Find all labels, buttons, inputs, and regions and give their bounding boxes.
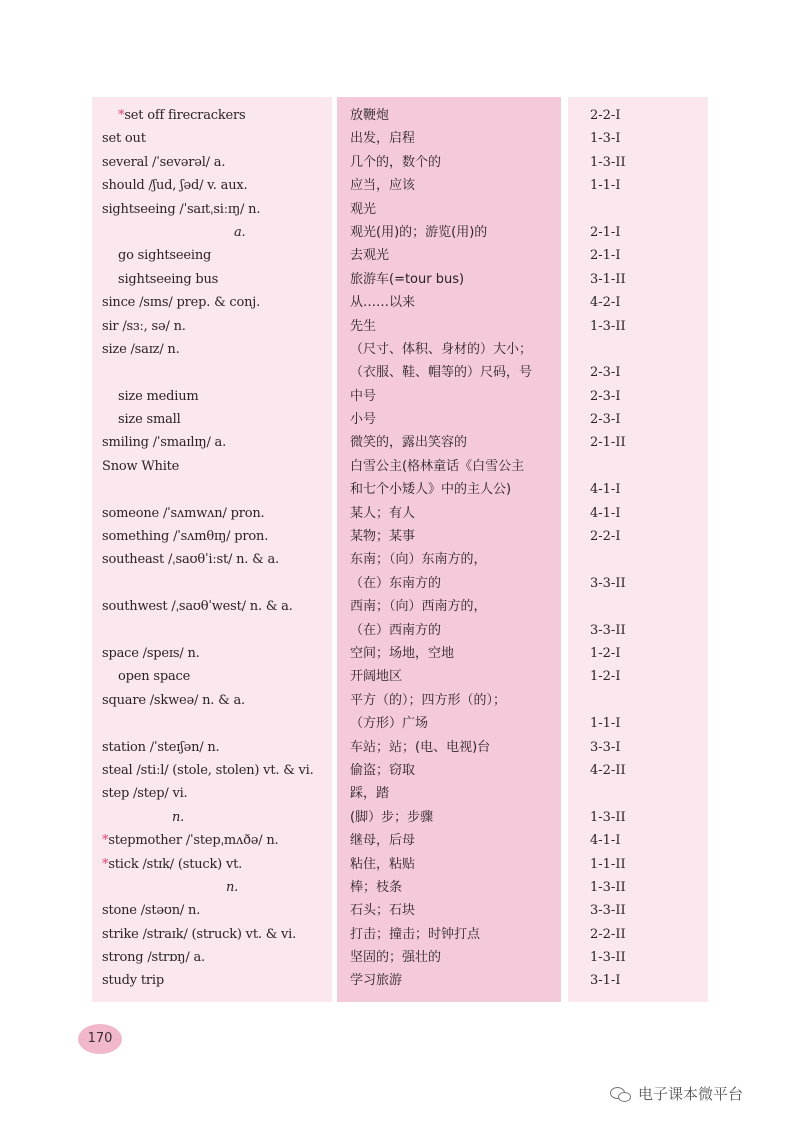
entry-word: stone /stəʊn/ n. xyxy=(102,903,201,919)
entry-meaning: 观光(用)的；游览(用)的 xyxy=(350,224,488,240)
entry-meaning: 空间；场地，空地 xyxy=(350,645,455,661)
entry-unit: 2-2-II xyxy=(590,926,626,942)
vocab-row xyxy=(0,315,800,338)
entry-meaning: 先生 xyxy=(350,318,377,334)
entry-meaning: 去观光 xyxy=(350,248,390,264)
entry-word: something /ˈsʌmθɪŋ/ pron. xyxy=(102,529,269,545)
vocab-row xyxy=(0,127,800,150)
vocab-row xyxy=(0,806,800,829)
entry-word: strike /straɪk/ (struck) vt. & vi. xyxy=(102,926,297,942)
entry-unit: 1-3-II xyxy=(590,154,626,170)
entry-word: go sightseeing xyxy=(118,248,212,264)
vocab-row xyxy=(0,502,800,525)
entry-meaning: 中号 xyxy=(350,388,377,404)
entry-unit: 3-1-I xyxy=(590,973,621,989)
entry-word: someone /ˈsʌmwʌn/ pron. xyxy=(102,505,265,521)
entry-meaning: 观光 xyxy=(350,201,377,217)
entry-word: square /skweə/ n. & a. xyxy=(102,692,245,708)
vocab-row xyxy=(0,853,800,876)
vocab-row xyxy=(0,525,800,548)
entry-unit: 2-3-I xyxy=(590,388,621,404)
vocab-row xyxy=(0,174,800,197)
vocab-row xyxy=(0,923,800,946)
entry-meaning: 踩，踏 xyxy=(350,786,390,802)
entry-meaning: 棒；枝条 xyxy=(350,879,403,895)
entry-meaning: 几个的，数个的 xyxy=(350,154,442,170)
entry-meaning: （在）东南方的 xyxy=(350,575,442,591)
entry-word: southeast /ˌsaʊθˈiːst/ n. & a. xyxy=(102,552,279,568)
page-number: 170 xyxy=(78,1024,122,1054)
entry-word: *stepmother /ˈstepˌmʌðə/ n. xyxy=(102,833,279,849)
entry-meaning: 从……以来 xyxy=(350,295,416,311)
entry-meaning: 和七个小矮人》中的主人公) xyxy=(350,482,512,498)
vocab-row xyxy=(0,361,800,384)
watermark xyxy=(610,1083,743,1104)
entry-word: open space xyxy=(118,669,191,685)
entry-meaning: 放鞭炮 xyxy=(350,108,390,123)
vocab-row xyxy=(0,431,800,454)
entry-word: size medium xyxy=(118,388,199,404)
entry-word: steal /stiːl/ (stole, stolen) vt. & vi. xyxy=(102,762,314,778)
entry-unit: 1-2-I xyxy=(590,669,621,685)
entry-unit: 3-3-II xyxy=(590,903,626,919)
vocab-row xyxy=(0,899,800,922)
entry-word: southwest /ˌsaʊθˈwest/ n. & a. xyxy=(102,599,293,615)
entry-meaning: 应当，应该 xyxy=(350,178,416,194)
entry-meaning: 石头；石块 xyxy=(350,903,416,919)
entry-meaning: 微笑的，露出笑容的 xyxy=(350,435,468,451)
vocab-row xyxy=(0,151,800,174)
vocab-row xyxy=(0,408,800,431)
entry-unit: 1-3-II xyxy=(590,809,626,825)
vocab-row xyxy=(0,572,800,595)
entry-meaning: 坚固的；强壮的 xyxy=(350,950,442,966)
vocab-row xyxy=(0,338,800,361)
entry-word: several /ˈsevərəl/ a. xyxy=(102,154,226,170)
vocab-row xyxy=(0,291,800,314)
entry-unit: 1-2-I xyxy=(590,645,621,661)
watermark-text: 电子课本微平台 xyxy=(638,1085,744,1103)
entry-meaning: 平方（的）；四方形（的）； xyxy=(350,692,507,708)
vocab-row xyxy=(0,829,800,852)
entry-meaning: （在）西南方的 xyxy=(350,622,442,638)
entry-unit: 3-3-II xyxy=(590,622,626,638)
vocab-row xyxy=(0,969,800,992)
entry-word: size small xyxy=(118,412,181,428)
vocab-row xyxy=(0,548,800,571)
entry-meaning: 西南；（向）西南方的， xyxy=(350,599,487,615)
entry-meaning: 打击；撞击；时钟打点 xyxy=(350,926,481,942)
entry-word: sir /sɜː, sə/ n. xyxy=(102,318,186,334)
entry-word: n. xyxy=(226,879,239,895)
vocab-row xyxy=(0,221,800,244)
entry-word: *stick /stɪk/ (stuck) vt. xyxy=(102,856,243,872)
vocab-row xyxy=(0,619,800,642)
entry-meaning: 车站；站；(电、电视)台 xyxy=(350,739,491,755)
entry-word: study trip xyxy=(102,973,164,989)
vocab-row xyxy=(0,268,800,291)
entry-unit: 1-3-I xyxy=(590,131,621,147)
vocab-row xyxy=(0,782,800,805)
entry-unit: 1-3-II xyxy=(590,318,626,334)
entry-unit: 1-1-I xyxy=(590,716,621,732)
entry-word: set out xyxy=(102,131,146,147)
entry-word: strong /strɒŋ/ a. xyxy=(102,950,205,966)
vocab-row xyxy=(0,104,800,127)
entry-meaning: （尺寸、体积、身材的）大小； xyxy=(350,341,533,357)
entry-meaning: 出发，启程 xyxy=(350,131,416,147)
entry-word: n. xyxy=(172,809,185,825)
entry-unit: 1-3-II xyxy=(590,879,626,895)
entry-unit: 2-1-II xyxy=(590,435,626,451)
entry-meaning: 继母，后母 xyxy=(350,833,416,849)
vocab-row xyxy=(0,198,800,221)
entry-unit: 4-2-I xyxy=(590,295,621,311)
vocab-row xyxy=(0,385,800,408)
entry-word: station /ˈsteɪʃən/ n. xyxy=(102,739,220,755)
entry-unit: 2-1-I xyxy=(590,248,621,264)
entry-word: a. xyxy=(234,224,246,240)
entry-word: *set off firecrackers xyxy=(118,108,246,123)
entry-meaning: （方形）广场 xyxy=(350,716,429,732)
vocab-row xyxy=(0,642,800,665)
vocab-row xyxy=(0,736,800,759)
entry-unit: 2-1-I xyxy=(590,224,621,240)
vocab-row xyxy=(0,478,800,501)
entry-word: size /saɪz/ n. xyxy=(102,341,180,357)
entry-meaning: 某人；有人 xyxy=(350,505,416,521)
vocab-row xyxy=(0,665,800,688)
entry-meaning: 偷盗；窃取 xyxy=(350,762,416,778)
entry-unit: 2-2-I xyxy=(590,108,621,123)
entry-word: space /speɪs/ n. xyxy=(102,645,200,661)
entry-meaning: 白雪公主(格林童话《白雪公主 xyxy=(350,458,525,474)
vocab-row xyxy=(0,244,800,267)
vocabulary-list xyxy=(0,104,800,993)
entry-unit: 4-1-I xyxy=(590,482,621,498)
entry-meaning: 某物；某事 xyxy=(350,529,416,545)
entry-word: should /ʃud, ʃəd/ v. aux. xyxy=(102,178,248,194)
vocab-row xyxy=(0,595,800,618)
vocab-row xyxy=(0,689,800,712)
vocab-row xyxy=(0,712,800,735)
vocab-row xyxy=(0,759,800,782)
vocab-row xyxy=(0,455,800,478)
entry-word: sightseeing /ˈsaɪtˌsiːɪŋ/ n. xyxy=(102,201,261,217)
entry-unit: 2-2-I xyxy=(590,529,621,545)
entry-unit: 3-1-II xyxy=(590,271,626,287)
entry-unit: 4-1-I xyxy=(590,833,621,849)
entry-unit: 2-3-I xyxy=(590,365,621,381)
entry-unit: 1-1-II xyxy=(590,856,626,872)
entry-word: smiling /ˈsmaɪlɪŋ/ a. xyxy=(102,435,227,451)
entry-unit: 1-3-II xyxy=(590,950,626,966)
entry-unit: 3-3-I xyxy=(590,739,621,755)
entry-word: Snow White xyxy=(102,458,180,474)
entry-unit: 4-1-I xyxy=(590,505,621,521)
entry-meaning: 学习旅游 xyxy=(350,973,403,989)
entry-meaning: 东南；（向）东南方的， xyxy=(350,552,487,568)
entry-meaning: 粘住，粘贴 xyxy=(350,856,416,872)
vocab-row xyxy=(0,946,800,969)
entry-meaning: 小号 xyxy=(350,412,377,428)
vocab-row xyxy=(0,876,800,899)
entry-word: since /sɪns/ prep. & conj. xyxy=(102,295,261,311)
entry-unit: 4-2-II xyxy=(590,762,626,778)
entry-unit: 2-3-I xyxy=(590,412,621,428)
entry-meaning: （衣服、鞋、帽等的）尺码，号 xyxy=(350,365,533,381)
entry-meaning: 旅游车(=tour bus) xyxy=(350,271,465,287)
entry-meaning: 开阔地区 xyxy=(350,669,403,685)
entry-word: step /step/ vi. xyxy=(102,786,188,802)
entry-unit: 3-3-II xyxy=(590,575,626,591)
wechat-icon xyxy=(610,1085,632,1103)
entry-word: sightseeing bus xyxy=(118,271,219,287)
entry-meaning: (脚）步；步骤 xyxy=(350,809,434,825)
entry-unit: 1-1-I xyxy=(590,178,621,194)
